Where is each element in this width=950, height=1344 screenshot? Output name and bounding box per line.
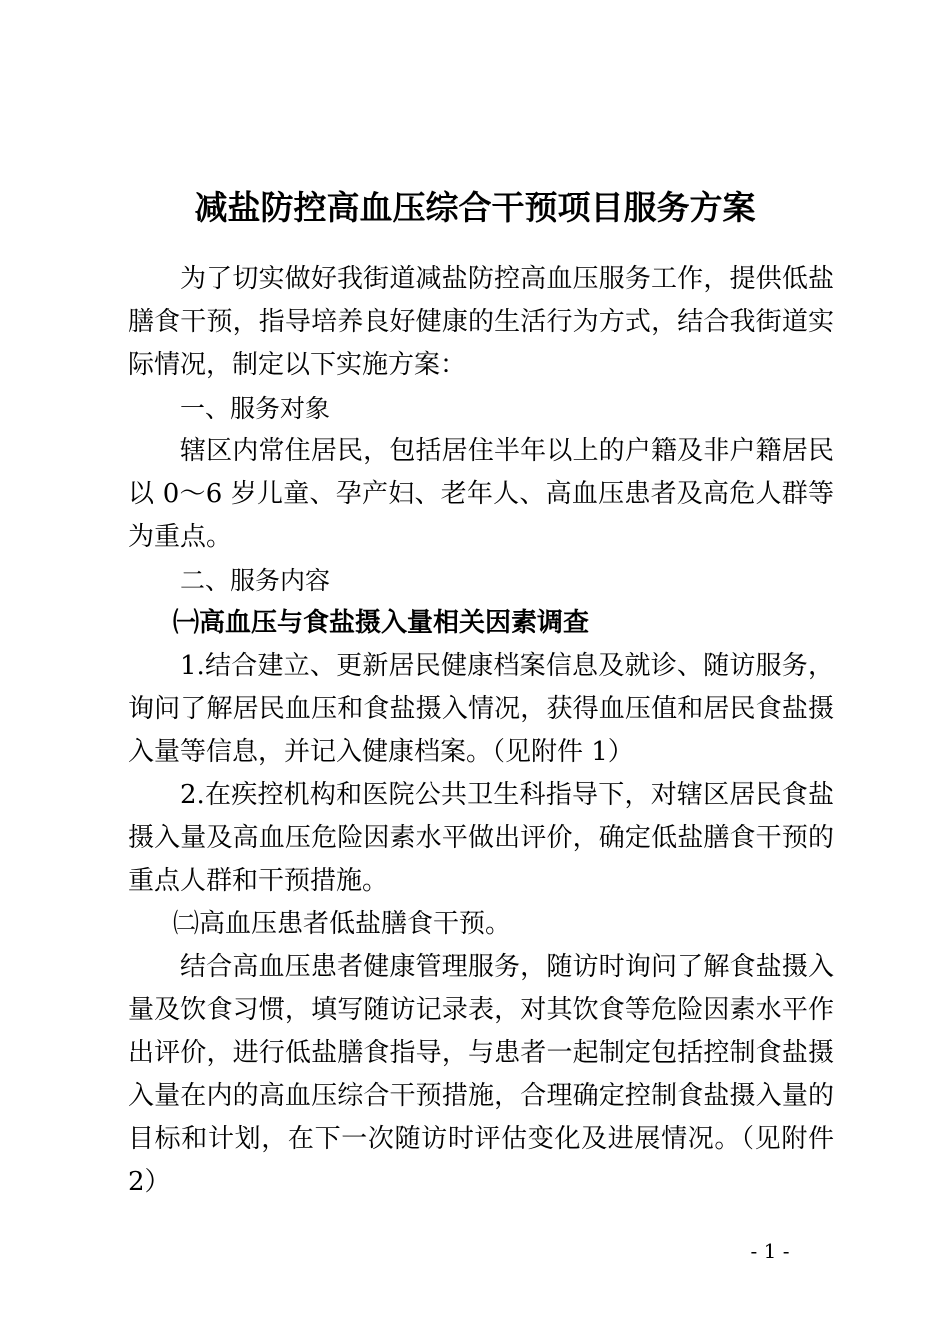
document-title: 减盐防控高血压综合干预项目服务方案: [194, 188, 756, 227]
intervention-paragraph: 结合高血压患者健康管理服务，随访时询问了解食盐摄入量及饮食习惯，填写随访记录表，对其饮食等危险因素水平作出评价，进行低盐膳食指导，与患者一起制定包括控制食盐摄入量在内的高血压综合干预措施，合理确定控制食盐摄入量的目标和计划，在下一次随访时评估变化及进展情况。（见附件 2）: [128, 952, 834, 1197]
subsection-heading-intervention: ㈡高血压患者低盐膳食干预。: [173, 909, 512, 939]
document-body: [128, 258, 834, 1204]
page-number: - 1 -: [750, 1239, 790, 1263]
intro-paragraph: 为了切实做好我街道减盐防控高血压服务工作，提供低盐膳食干预，指导培养良好健康的生活行为方式，结合我街道实际情况，制定以下实施方案：: [128, 264, 834, 380]
section-heading-service-target: 一、服务对象: [180, 394, 331, 423]
section-heading-service-content: 二、服务内容: [180, 566, 331, 595]
survey-item-2: 2.在疾控机构和医院公共卫生科指导下，对辖区居民食盐摄入量及高血压危险因素水平做出评价，确定低盐膳食干预的重点人群和干预措施。: [128, 780, 834, 896]
survey-item-1: 1.结合建立、更新居民健康档案信息及就诊、随访服务，询问了解居民血压和食盐摄入情况，获得血压值和居民食盐摄入量等信息，并记入健康档案。（见附件 1）: [128, 651, 834, 767]
subsection-heading-survey: ㈠高血压与食盐摄入量相关因素调查: [173, 608, 590, 638]
service-target-paragraph: 辖区内常住居民，包括居住半年以上的户籍及非户籍居民以 0～6 岁儿童、孕产妇、老年人、高血压患者及高危人群等为重点。: [128, 436, 834, 552]
